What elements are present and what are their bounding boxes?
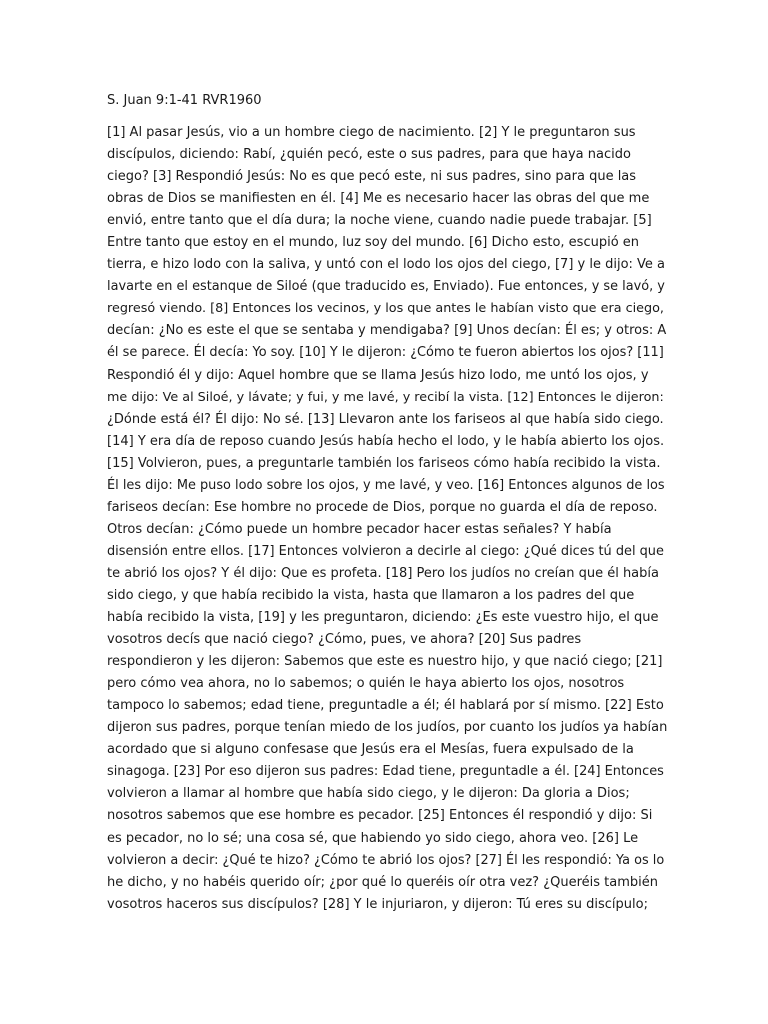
text-line: he dicho, y no habéis querido oír; ¿por qué lo queréis oír otra vez? ¿Queréis también [107,874,658,890]
text-line: volvieron a llamar al hombre que había sido ciego, y le dijeron: Da gloria a Dios; [107,786,630,802]
text-line: acordado que si alguno confesase que Jesús era el Mesías, fuera expulsado de la [107,742,634,758]
text-line: fariseos decían: Ese hombre no procede de Dios, porque no guarda el día de reposo. [107,499,658,515]
text-line: vosotros haceros sus discípulos? [28] Y le injuriaron, y dijeron: Tú eres su discípulo; [107,896,648,912]
text-line: dijeron sus padres, porque tenían miedo de los judíos, por cuanto los judíos ya habían [107,720,668,736]
text-line: tampoco lo sabemos; edad tiene, preguntadle a él; él hablará por sí mismo. [22] Esto [107,698,664,714]
text-line: sido ciego, y que había recibido la vista, hasta que llamaron a los padres del que [107,587,635,603]
text-line: volvieron a decir: ¿Qué te hizo? ¿Cómo te abrió los ojos? [27] Él les respondió: Ya os lo [107,852,665,868]
text-line: me dijo: Ve al Siloé, y lávate; y fui, y me lavé, y recibí la vista. [12] Entonces le dijeron: [107,389,664,405]
text-line: Entre tanto que estoy en el mundo, luz soy del mundo. [6] Dicho esto, escupió en [107,235,640,251]
text-line: [1] Al pasar Jesús, vio a un hombre ciego de nacimiento. [2] Y le preguntaron sus [107,125,636,140]
text-line: lavarte en el estanque de Siloé (que traducido es, Enviado). Fue entonces, y se lavó, y [107,279,665,295]
passage-reference: S. Juan 9:1-41 RVR1960 [107,93,262,108]
text-line: regresó viendo. [8] Entonces los vecinos, y los que antes le habían visto que era ciego, [107,301,664,317]
text-line: sinagoga. [23] Por eso dijeron sus padres: Edad tiene, preguntadle a él. [24] Entonces [107,764,664,780]
passage-body [107,122,667,916]
text-line: tierra, e hizo lodo con la saliva, y untó con el lodo los ojos del ciego, [7] y le dijo: Ve a [107,257,666,273]
text-line: disensión entre ellos. [17] Entonces volvieron a decirle al ciego: ¿Qué dices tú del que [107,543,664,559]
text-line: respondieron y les dijeron: Sabemos que este es nuestro hijo, y que nació ciego; [21] [107,654,663,670]
text-line: decían: ¿No es este el que se sentaba y mendigaba? [9] Unos decían: Él es; y otros: A [107,323,667,339]
text-line: Él les dijo: Me puso lodo sobre los ojos, y me lavé, y veo. [16] Entonces algunos de los [107,477,665,493]
text-line: Otros decían: ¿Cómo puede un hombre pecador hacer estas señales? Y había [107,521,612,537]
text-line: obras de Dios se manifiesten en él. [4] Me es necesario hacer las obras del que me [107,191,650,207]
text-line: pero cómo vea ahora, no lo sabemos; o quién le haya abierto los ojos, nosotros [107,676,625,692]
text-line: él se parece. Él decía: Yo soy. [10] Y le dijeron: ¿Cómo te fueron abiertos los ojos? [11] [107,345,664,361]
text-line: Respondió él y dijo: Aquel hombre que se llama Jesús hizo lodo, me untó los ojos, y [107,367,649,383]
text-line: ¿Dónde está él? Él dijo: No sé. [13] Llevaron ante los fariseos al que había sido ciego. [107,411,664,427]
text-line: te abrió los ojos? Y él dijo: Que es profeta. [18] Pero los judíos no creían que él había [107,565,659,581]
text-line: es pecador, no lo sé; una cosa sé, que habiendo yo sido ciego, ahora veo. [26] Le [107,830,639,846]
text-line: envió, entre tanto que el día dura; la noche viene, cuando nadie puede trabajar. [5] [107,213,652,229]
text-line: discípulos, diciendo: Rabí, ¿quién pecó, este o sus padres, para que haya nacido [107,147,631,163]
text-line: ciego? [3] Respondió Jesús: No es que pecó este, ni sus padres, sino para que las [107,169,637,185]
text-line: nosotros sabemos que ese hombre es pecador. [25] Entonces él respondió y dijo: Si [107,808,653,824]
text-line: había recibido la vista, [19] y les preguntaron, diciendo: ¿Es este vuestro hijo, el que [107,610,659,626]
text-line: vosotros decís que nació ciego? ¿Cómo, pues, ve ahora? [20] Sus padres [107,632,582,648]
text-line: [15] Volvieron, pues, a preguntarle también los fariseos cómo había recibido la vista. [107,455,661,471]
text-line: [14] Y era día de reposo cuando Jesús había hecho el lodo, y le había abierto los ojos. [107,433,665,449]
